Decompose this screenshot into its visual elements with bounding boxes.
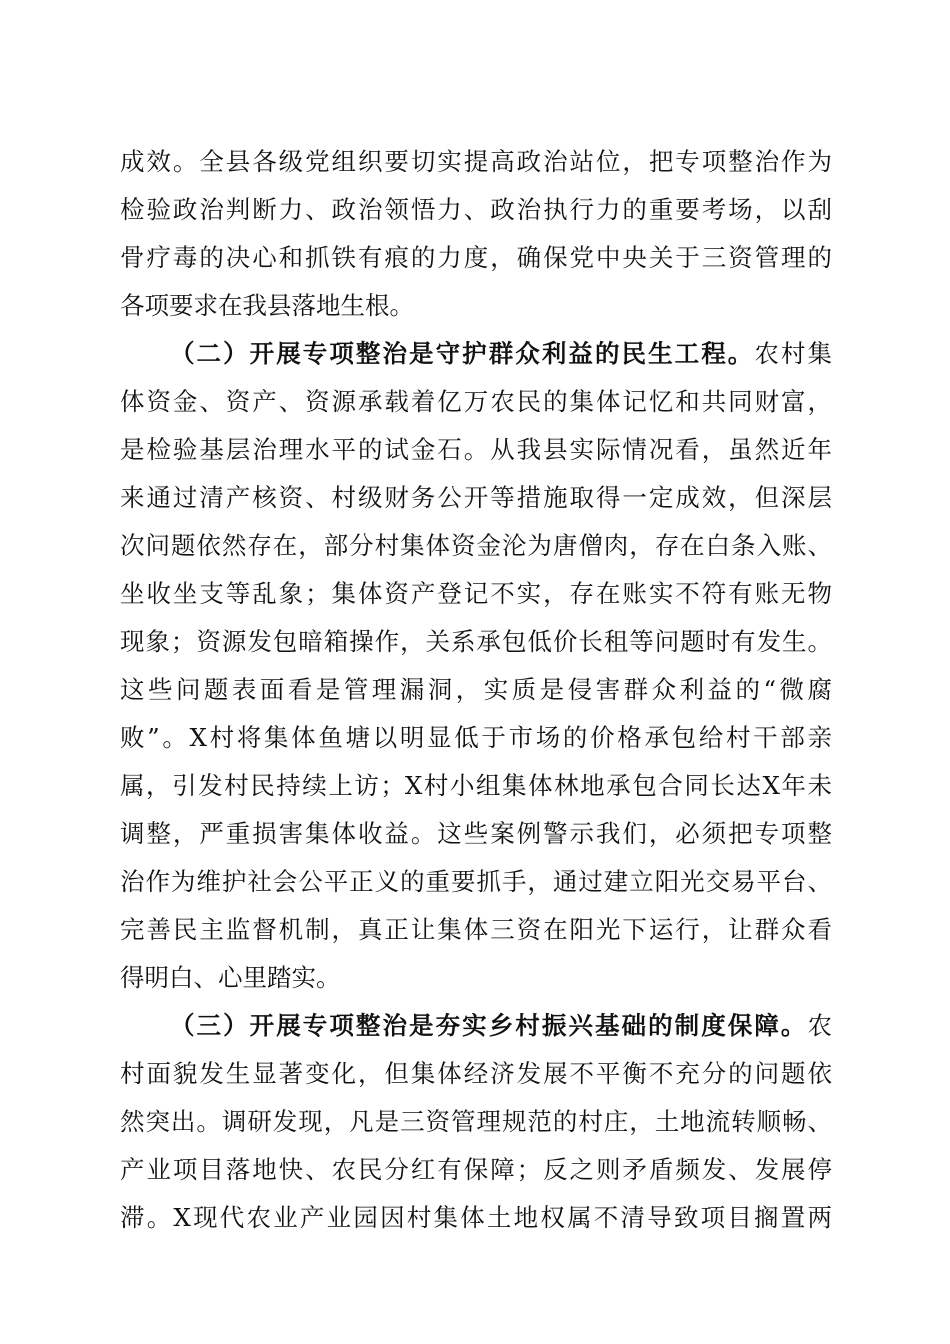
text-line: 然突出。调研发现，凡是三资管理规范的村庄，土地流转顺畅、 bbox=[120, 1107, 832, 1136]
text-run: 农村集 bbox=[754, 339, 832, 368]
text-line: 败”。X村将集体鱼塘以明显低于市场的价格承包给村干部亲 bbox=[120, 723, 832, 752]
text-line: 这些问题表面看是管理漏洞，实质是侵害群众利益的“微腐 bbox=[120, 675, 832, 704]
text-line: 成效。全县各级党组织要切实提高政治站位，把专项整治作为 bbox=[120, 147, 832, 176]
text-line: 滞。X现代农业产业园因村集体土地权属不清导致项目搁置两 bbox=[120, 1203, 832, 1232]
section-heading-line bbox=[170, 334, 832, 374]
text-line: 是检验基层治理水平的试金石。从我县实际情况看，虽然近年 bbox=[120, 435, 832, 464]
text-line: 次问题依然存在，部分村集体资金沦为唐僧肉，存在白条入账、 bbox=[120, 531, 832, 560]
text-line: 体资金、资产、资源承载着亿万农民的集体记忆和共同财富， bbox=[120, 387, 832, 416]
text-line: 产业项目落地快、农民分红有保障；反之则矛盾频发、发展停 bbox=[120, 1155, 832, 1184]
text-line: 现象；资源发包暗箱操作，关系承包低价长租等问题时有发生。 bbox=[120, 627, 832, 656]
text-line: 村面貌发生显著变化，但集体经济发展不平衡不充分的问题依 bbox=[120, 1059, 832, 1088]
text-line: 来通过清产核资、村级财务公开等措施取得一定成效，但深层 bbox=[120, 483, 832, 512]
text-line: 属，引发村民持续上访；X村小组集体林地承包合同长达X年未 bbox=[120, 771, 832, 800]
text-run: 农 bbox=[807, 1011, 832, 1040]
text-line: 各项要求在我县落地生根。 bbox=[120, 291, 414, 320]
text-line: 坐收坐支等乱象；集体资产登记不实，存在账实不符有账无物 bbox=[120, 579, 832, 608]
section-heading: （三）开展专项整治是夯实乡村振兴基础的制度保障。 bbox=[170, 1011, 808, 1040]
section-heading: （二）开展专项整治是守护群众利益的民生工程。 bbox=[170, 339, 755, 368]
text-line: 得明白、心里踏实。 bbox=[120, 963, 341, 992]
text-line: 骨疗毒的决心和抓铁有痕的力度，确保党中央关于三资管理的 bbox=[120, 243, 832, 272]
text-line: 治作为维护社会公平正义的重要抓手，通过建立阳光交易平台、 bbox=[120, 867, 832, 896]
text-line: 完善民主监督机制，真正让集体三资在阳光下运行，让群众看 bbox=[120, 915, 832, 944]
section-heading-line bbox=[170, 1006, 832, 1046]
text-line: 调整，严重损害集体收益。这些案例警示我们，必须把专项整 bbox=[120, 819, 832, 848]
text-line: 检验政治判断力、政治领悟力、政治执行力的重要考场，以刮 bbox=[120, 195, 832, 224]
